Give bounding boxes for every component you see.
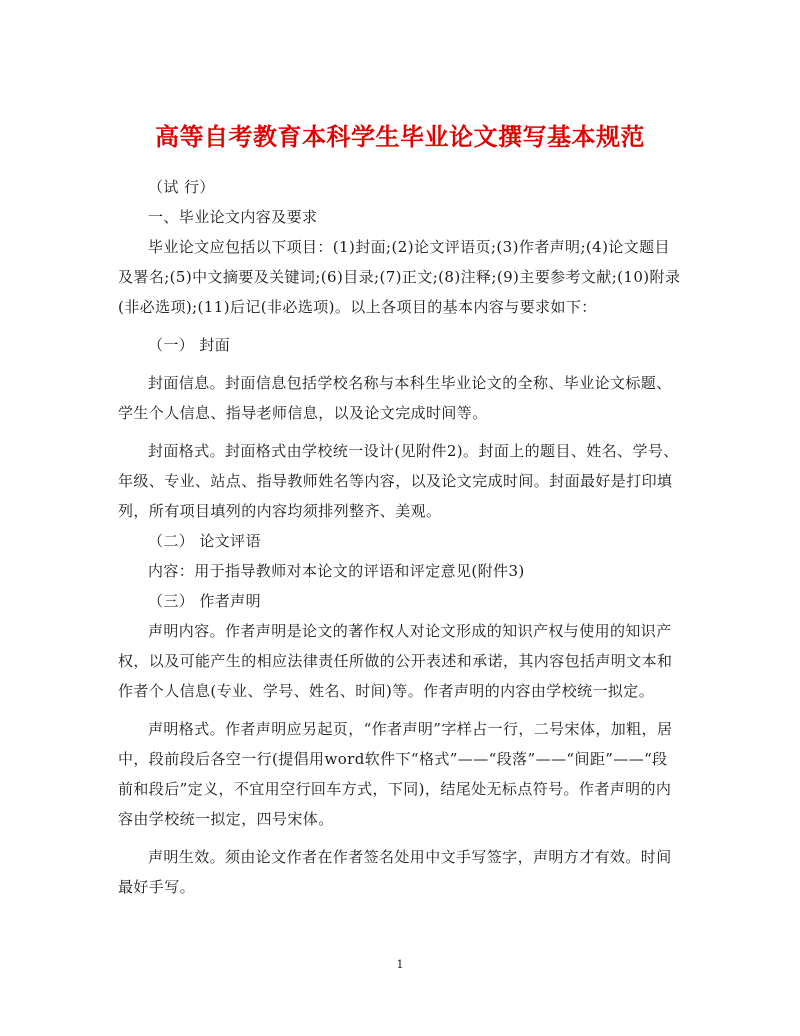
subsection-heading-review: （二） 论文评语: [148, 532, 261, 550]
section-heading-1: 一、毕业论文内容及要求: [148, 208, 318, 226]
paragraph-declaration-format: 声明格式。作者声明应另起页，“作者声明”字样占一行，二号宋体，加粗，居中，段前段后各空一行(提倡用word软件下“格式”——“段落”——“间距”——“段前和段后”定义，不宜用空行回车方式，下同)，结尾处无标点符号。作者声明的内容由学校统一拟定，四号宋体。: [118, 720, 673, 828]
paragraph-trial-note: （试 行）: [148, 178, 215, 196]
paragraph-items-list: 毕业论文应包括以下项目：(1)封面;(2)论文评语页;(3)作者声明;(4)论文题目及署名;(5)中文摘要及关键词;(6)目录;(7)正文;(8)注释;(9)主要参考文献;(10)附录(非必选项);(11)后记(非必选项)。以上各项目的基本内容与要求如下：: [118, 238, 681, 316]
page-number: 1: [396, 958, 404, 971]
subsection-heading-cover: （一） 封面: [148, 336, 231, 354]
paragraph-declaration-content: 声明内容。作者声明是论文的著作权人对论文形成的知识产权与使用的知识产权，以及可能产生的相应法律责任所做的公开表述和承诺，其内容包括声明文本和作者个人信息(专业、学号、姓名、时间)等。作者声明的内容由学校统一拟定。: [118, 622, 673, 700]
paragraph-review-content: 内容：用于指导教师对本论文的评语和评定意见(附件3): [148, 562, 525, 580]
paragraph-cover-info: 封面信息。封面信息包括学校名称与本科生毕业论文的全称、毕业论文标题、学生个人信息、指导老师信息，以及论文完成时间等。: [118, 374, 672, 422]
paragraph-cover-format: 封面格式。封面格式由学校统一设计(见附件2)。封面上的题目、姓名、学号、年级、专业、站点、指导教师姓名等内容，以及论文完成时间。封面最好是打印填列，所有项目填列的内容均须排列整齐、美观。: [118, 442, 679, 520]
paragraph-declaration-validity: 声明生效。须由论文作者在作者签名处用中文手写签字，声明方才有效。时间最好手写。: [118, 848, 672, 896]
subsection-heading-declaration: （三） 作者声明: [148, 592, 261, 610]
document-title: 高等自考教育本科学生毕业论文撰写基本规范: [155, 122, 645, 152]
document-body: [118, 172, 682, 902]
